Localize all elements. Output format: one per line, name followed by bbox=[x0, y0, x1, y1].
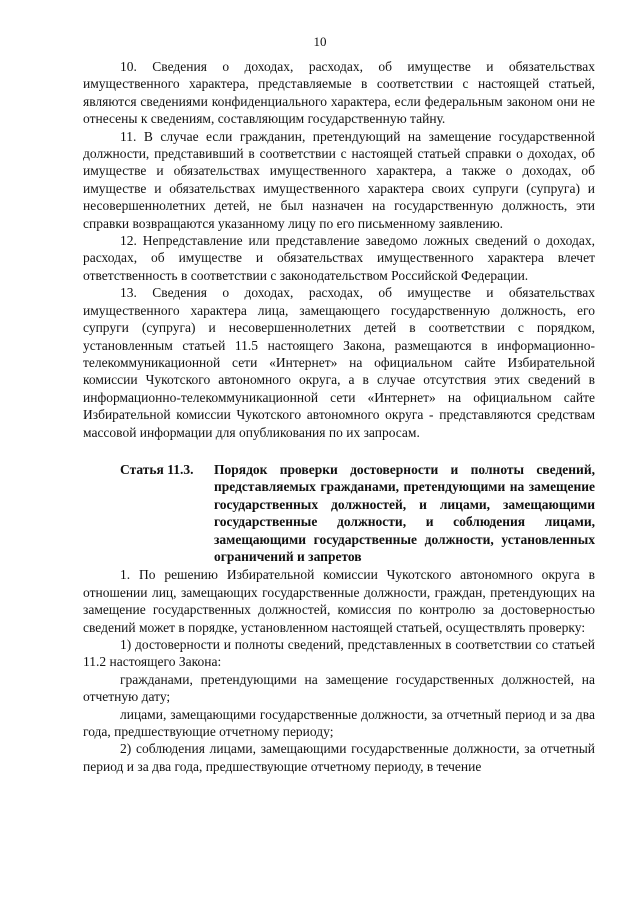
paragraph-12: 12. Непредставление или представление заведомо ложных сведений о доходах, расходах, об имуществе и обязательствах имущественного характера влечет ответственность в соответствии с законодательством Российской Федерации. bbox=[83, 233, 595, 283]
page-number: 10 bbox=[313, 34, 327, 49]
document-body bbox=[83, 58, 595, 775]
clause-1: 1. По решению Избирательной комиссии Чукотского автономного округа в отношении лиц, замещающих государственные должности, граждан, претендующих на замещение государственных должностей, комиссия по контролю за достоверностью сведений может в порядке, установленном настоящей статьей, осуществлять проверку: bbox=[83, 567, 595, 635]
clause-1-officials: лицами, замещающими государственные должности, за отчетный период и за два года, предшествующие отчетному периоду; bbox=[83, 706, 595, 740]
article-number: Статья 11.3. bbox=[120, 461, 194, 477]
article-heading bbox=[83, 461, 595, 565]
clause-1-subitem-1: 1) достоверности и полноты сведений, представленных в соответствии со статьей 11.2 настоящего Закона: bbox=[83, 637, 595, 670]
article-title: Порядок проверки достоверности и полноты сведений, представляемых гражданами, претендующими на замещение государственных должностей, и лицами, замещающими государственные должности, и соблюдения лицами, замещающими государственные должности, установленных ограничений и запретов bbox=[214, 461, 595, 564]
clause-1-citizens: гражданами, претендующими на замещение государственных должностей, на отчетную дату; bbox=[83, 671, 595, 705]
paragraph-11: 11. В случае если гражданин, претендующий на замещение государственной должности, представивший в соответствии с настоящей статьей справки о доходах, об имуществе и обязательствах имущественного характера, а также о доходах, об имуществе и обязательствах имущественного характера своих супруги (супруга) и несовершеннолетних детей, не был назначен на государственную должность, эти справки возвращаются указанному лицу по его письменному заявлению. bbox=[83, 128, 595, 231]
clause-1-subitem-2: 2) соблюдения лицами, замещающими государственные должности, за отчетный период и за два года, предшествующие отчетному периоду, в течение bbox=[83, 741, 595, 774]
paragraph-13: 13. Сведения о доходах, расходах, об имуществе и обязательствах имущественного характера лица, замещающего государственную должность, его супруги (супруга) и несовершеннолетних детей в соответствии с порядком, установленным статьей 11.5 настоящего Закона, размещаются в информационно-телекоммуникационной сети «Интернет» на официальном сайте Избирательной комиссии Чукотского автономного округа, а в случае отсутствия этих сведений в информационно-телекоммуникационной сети «Интернет» на официальном сайте Избирательной комиссии Чукотского автономного округа - представляются средствам массовой информации для опубликования по их запросам. bbox=[83, 285, 595, 440]
paragraph-10: 10. Сведения о доходах, расходах, об имуществе и обязательствах имущественного характера, представляемые в соответствии с настоящей статьей, являются сведениями конфиденциального характера, если федеральным законом они не отнесены к сведениям, составляющим государственную тайну. bbox=[83, 59, 595, 127]
